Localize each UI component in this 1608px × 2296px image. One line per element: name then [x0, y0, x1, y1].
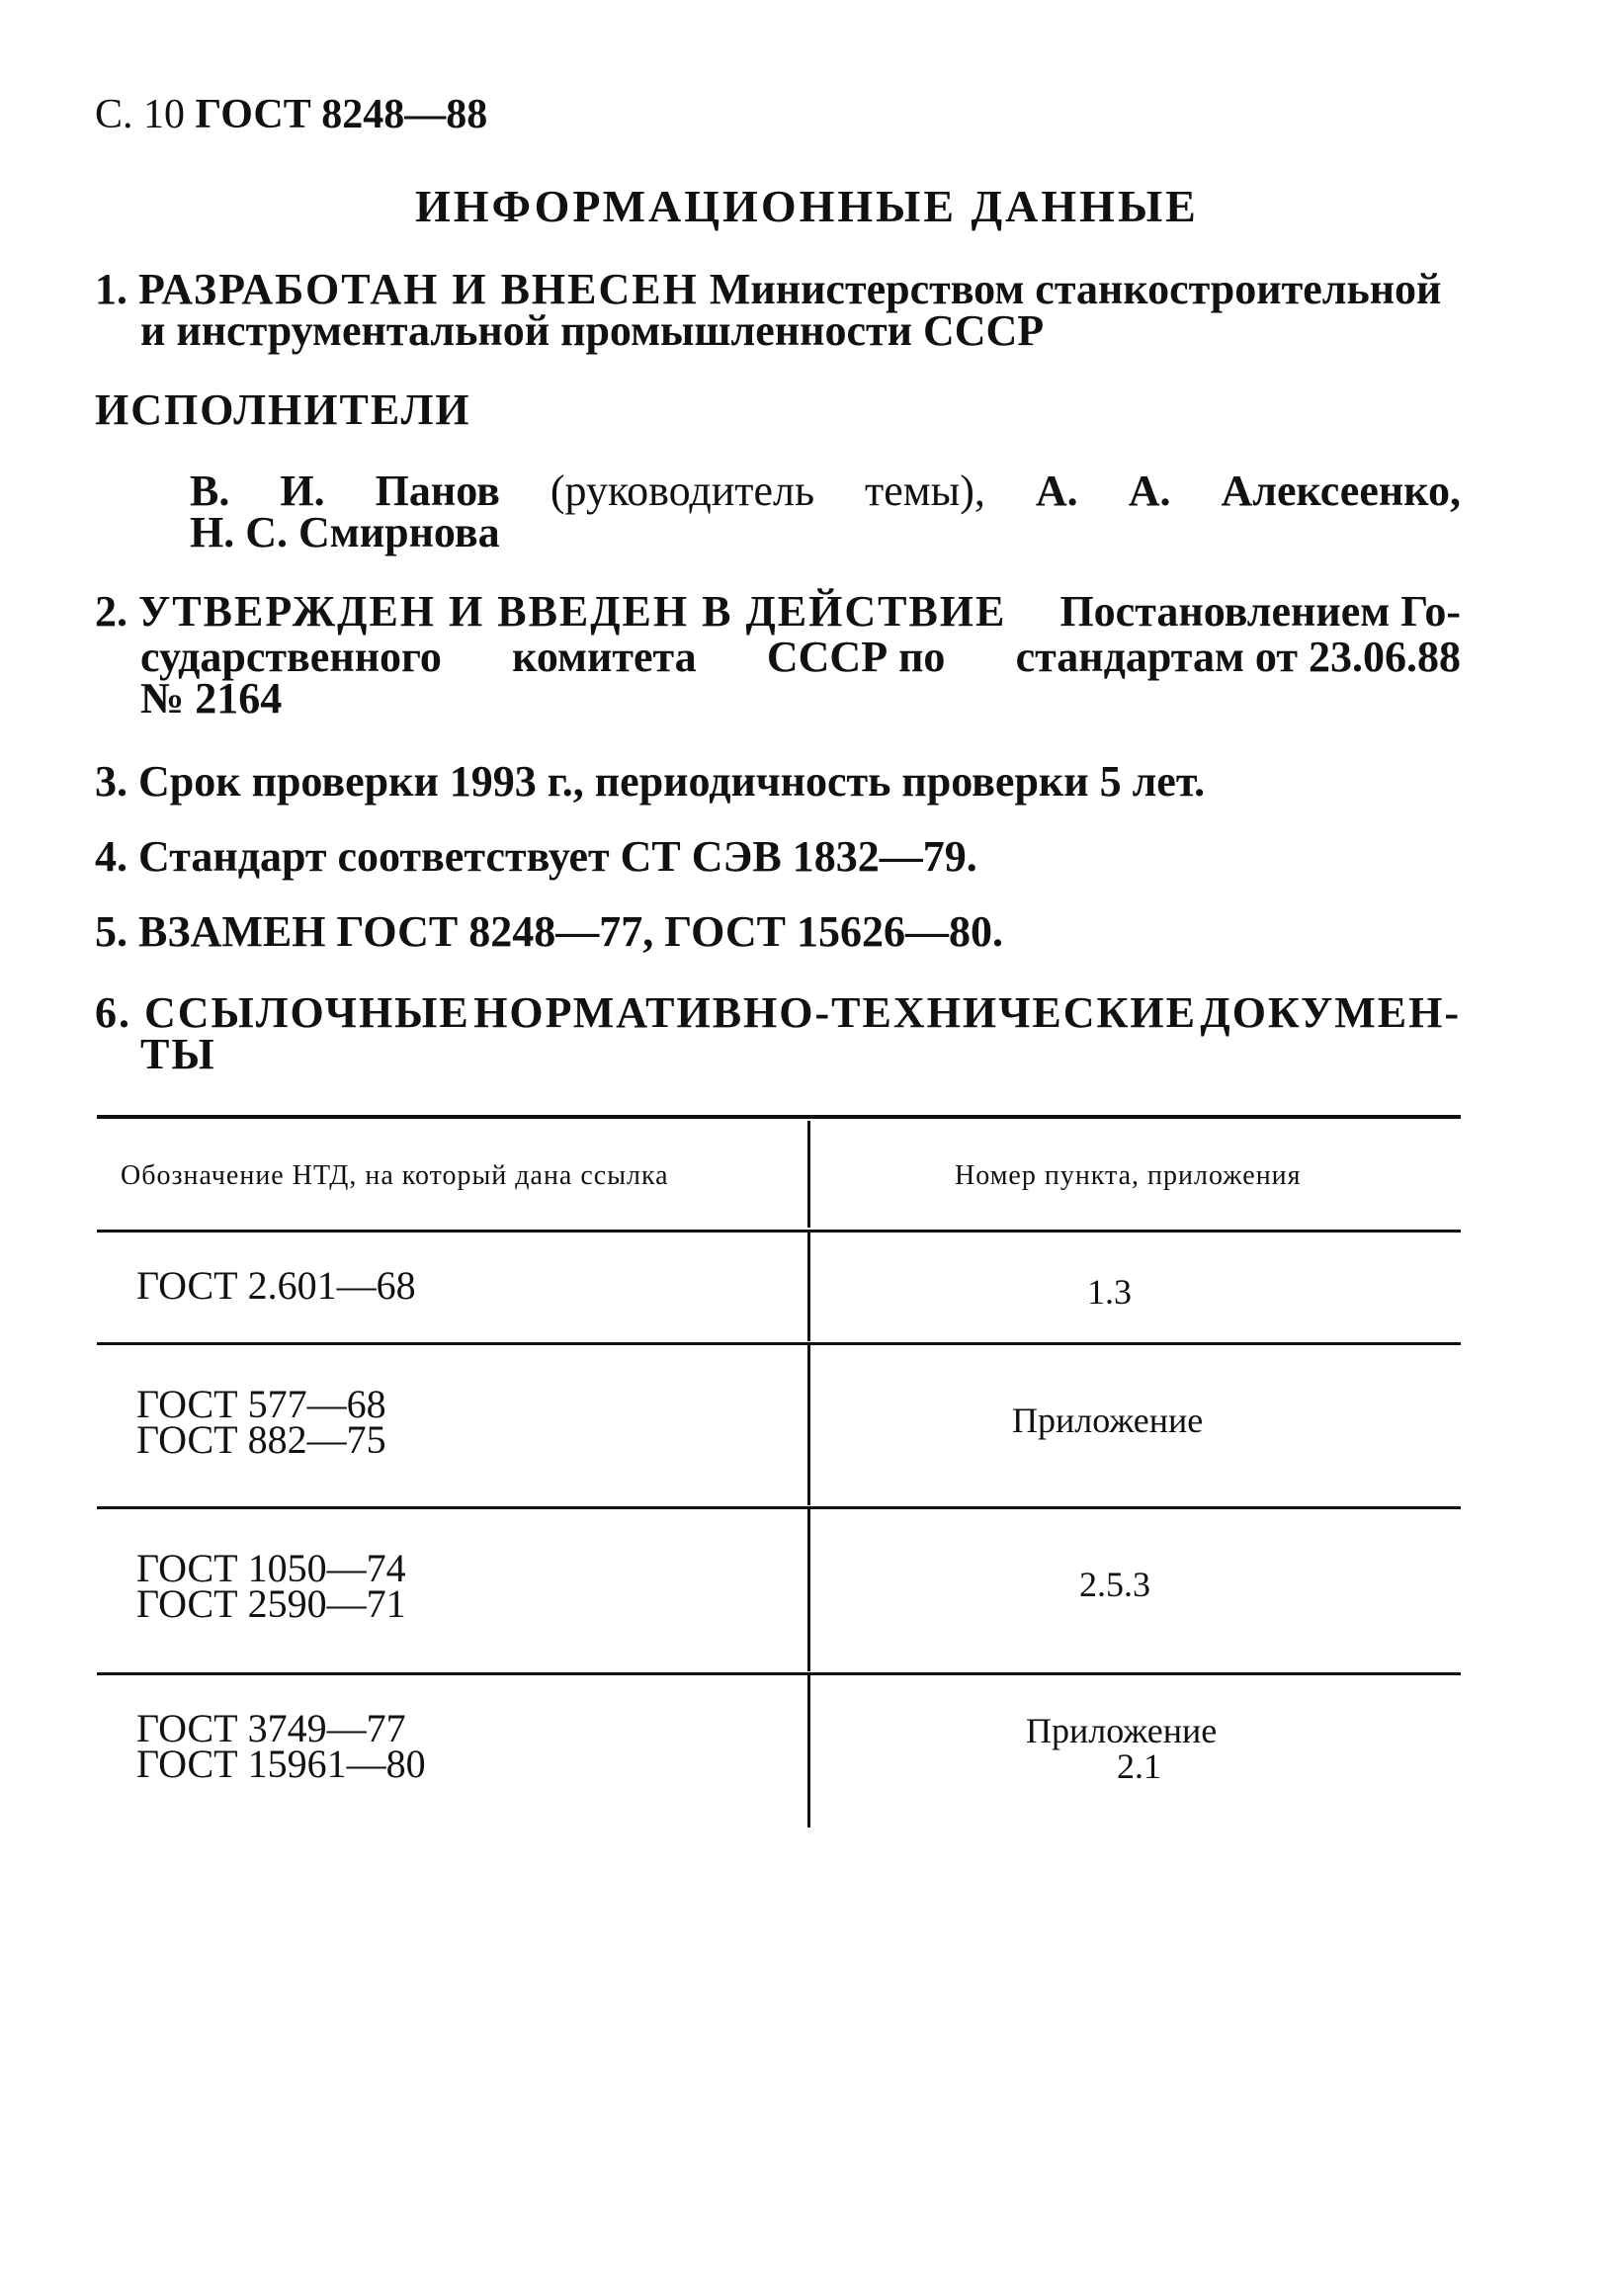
table-cell-doc: ГОСТ 15961—80: [136, 1742, 426, 1786]
item-5: 5. ВЗАМЕН ГОСТ 8248—77, ГОСТ 15626—80.: [95, 907, 1004, 956]
item-3: 3. Срок проверки 1993 г., периодичность проверки 5 лет.: [95, 757, 1206, 806]
item-6-line-2: ТЫ: [140, 1030, 216, 1078]
item-6-word: ССЫЛОЧНЫЕ: [144, 988, 470, 1037]
table-divider: [807, 1233, 810, 1341]
table-row-rule: [97, 1506, 1461, 1509]
item-6-word: ДОКУМЕН-: [1200, 988, 1461, 1037]
item-6: [95, 988, 1461, 1038]
item-2-line-3: № 2164: [140, 674, 283, 723]
item-6-number: 6.: [95, 988, 131, 1037]
table-cell-doc: ГОСТ 3749—77: [136, 1706, 406, 1750]
performer-surname: Алексеенко,: [1221, 467, 1461, 515]
table-cell-doc: ГОСТ 2.601—68: [136, 1263, 416, 1308]
table-row-rule: [97, 1342, 1461, 1345]
table-cell-ref: Приложение: [1012, 1401, 1204, 1440]
item-2-word: СССР по: [766, 633, 946, 681]
item-2-line-2: [140, 633, 1461, 682]
performer-role: темы),: [865, 467, 985, 515]
table-cell-doc: ГОСТ 882—75: [136, 1417, 386, 1462]
page-number: 10: [143, 92, 186, 137]
table-divider: [807, 1509, 810, 1671]
table-header-reference: Номер пункта, приложения: [955, 1160, 1302, 1191]
table-cell-doc: ГОСТ 1050—74: [136, 1546, 406, 1590]
item-1-line-2: и инструментальной промышленности СССР: [140, 306, 1045, 355]
performer-initial: А.: [1035, 467, 1078, 515]
item-2-lead: [95, 587, 1006, 637]
performers-line-2: Н. С. Смирнова: [190, 508, 500, 556]
table-cell-ref: Приложение: [1026, 1711, 1218, 1750]
table-divider: [807, 1345, 810, 1505]
header-prefix: С.: [95, 92, 133, 137]
page-title: ИНФОРМАЦИОННЫЕ ДАННЫЕ: [415, 181, 1199, 231]
performer-initial: И.: [280, 467, 325, 515]
performers-heading: ИСПОЛНИТЕЛИ: [95, 385, 471, 434]
table-cell-doc: ГОСТ 577—68: [136, 1382, 386, 1426]
item-2-caps: УТВЕРЖДЕН И ВВЕДЕН В ДЕЙСТВИЕ: [138, 587, 1007, 636]
table-cell-ref: 2.5.3: [1079, 1565, 1150, 1604]
table-header-rule: [97, 1230, 1461, 1233]
item-2-word: комитета: [512, 633, 697, 681]
item-4: 4. Стандарт соответствует СТ СЭВ 1832—79.: [95, 832, 977, 881]
table-header-designation: Обозначение НТД, на который дана ссылка: [121, 1160, 669, 1191]
table-top-rule: [97, 1115, 1461, 1119]
item-6-word: НОРМАТИВНО-ТЕХНИЧЕСКИЕ: [473, 988, 1197, 1037]
item-2: [95, 587, 1461, 637]
item-1-number: 1.: [95, 265, 127, 313]
table-divider: [807, 1675, 810, 1828]
item-1-caps: РАЗРАБОТАН И ВНЕСЕН: [138, 265, 699, 313]
table-cell-ref: 1.3: [1087, 1272, 1132, 1312]
table-divider: [807, 1121, 810, 1228]
standard-number: ГОСТ 8248—88: [195, 92, 488, 137]
item-2-word: стандартам от 23.06.88: [1015, 633, 1461, 681]
item-2-word: сударственного: [140, 633, 442, 681]
performer-surname: Панов: [375, 467, 500, 515]
item-2-number: 2.: [95, 587, 127, 636]
performer-initial: В.: [190, 467, 230, 515]
performer-initial: А.: [1128, 467, 1171, 515]
table-cell-doc: ГОСТ 2590—71: [136, 1581, 406, 1626]
performer-role: (руководитель: [550, 467, 815, 515]
table-row-rule: [97, 1672, 1461, 1675]
item-2-rest: Постановлением Го-: [1059, 587, 1461, 636]
table-cell-ref: 2.1: [1117, 1746, 1161, 1786]
page-header: [95, 91, 487, 138]
item-1-rest: Министерством станкостроительной: [709, 265, 1442, 313]
